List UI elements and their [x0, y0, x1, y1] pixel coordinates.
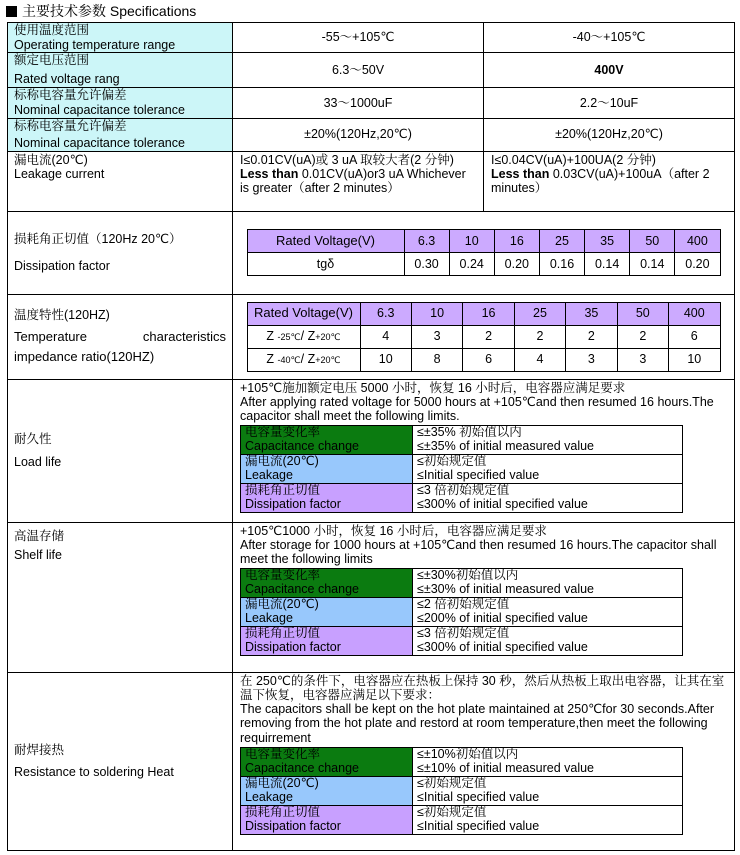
rated-voltage-header: Rated Voltage(V): [247, 230, 404, 253]
value-temperature-1: -55～+105℃: [233, 23, 484, 53]
row-impedance: [8, 294, 735, 379]
value-voltage-1: 6.3～50V: [233, 53, 484, 88]
load-life-criteria: [240, 425, 683, 513]
load-life-cell: [233, 379, 735, 522]
criteria-name: [241, 426, 413, 455]
dissipation-value-cell: 0.24: [449, 253, 494, 276]
row-capacitance: [8, 87, 735, 118]
criteria-name-en: Dissipation factor: [245, 497, 341, 511]
criteria-name-zh: 电容量变化率: [245, 746, 321, 761]
criteria-value-zh: ≤3 倍初始规定值: [417, 483, 510, 498]
criteria-value-en: ≤Initial specified value: [417, 789, 540, 804]
label-en-1: Temperature: [14, 329, 87, 345]
criteria-name-en: Capacitance change: [245, 439, 359, 453]
z-letter: / Z: [300, 329, 316, 344]
label-load-life: [8, 379, 233, 522]
temp-sub: -25℃: [277, 332, 301, 343]
tg-delta-label: tgδ: [247, 253, 404, 276]
criteria-name-en: Capacitance change: [245, 760, 359, 775]
impedance-row-40: [247, 348, 720, 371]
row-dissipation: [8, 211, 735, 294]
criteria-row: [241, 627, 683, 656]
dissipation-cell: [233, 211, 735, 294]
label-en: Resistance to soldering Heat: [14, 765, 174, 779]
leakage-1-en-text: 0.01CV(uA)or3 uA Whichever is greater（after 2 minutes）: [240, 166, 466, 196]
value-voltage-2: 400V: [484, 53, 735, 88]
z-ratio-label-40: [247, 348, 360, 371]
z-ratio-label-25: [247, 325, 360, 348]
section-heading: [6, 3, 196, 19]
dissipation-value-cell: 0.14: [585, 253, 630, 276]
value-temperature-2: -40～+105℃: [484, 23, 735, 53]
dissipation-value-cell: 0.30: [404, 253, 449, 276]
criteria-value-zh: ≤±10%初始值以内: [417, 746, 519, 761]
leakage-2-zh: I≤0.04CV(uA)+100UA(2 分钟): [491, 152, 656, 167]
criteria-name-en: Leakage: [245, 611, 293, 625]
criteria-value-zh: ≤2 倍初始规定值: [417, 597, 510, 612]
criteria-name: [241, 484, 413, 513]
bold-less-than: Less than: [491, 166, 550, 181]
criteria-name-zh: 损耗角正切值: [245, 626, 321, 641]
load-life-intro-zh: +105℃施加额定电压 5000 小时，恢复 16 小时后，电容器应满足要求: [240, 380, 626, 395]
load-life-intro-en: After applying rated voltage for 5000 hours at +105℃and then resumed 16 hours.The capacitor shall meet the following limits.: [240, 394, 714, 423]
label-en-2: characteristics: [142, 329, 226, 345]
label-temperature: [8, 23, 233, 53]
voltage-header-cell: 16: [494, 230, 539, 253]
dissipation-value-cell: 0.16: [539, 253, 584, 276]
criteria-name: [241, 747, 413, 776]
criteria-value-zh: ≤3 倍初始规定值: [417, 626, 510, 641]
voltage-header-cell: 400: [669, 302, 720, 325]
criteria-value-en: ≤±30% of initial measured value: [417, 582, 595, 596]
criteria-value-zh: ≤初始规定值: [417, 454, 487, 469]
voltage-header-cell: 35: [585, 230, 630, 253]
heading-text: 主要技术参数 Specifications: [22, 3, 197, 19]
label-zh: 耐焊接热: [14, 742, 65, 757]
criteria-row: [241, 598, 683, 627]
criteria-name-en: Leakage: [245, 789, 293, 804]
label-en: Operating temperature range: [14, 37, 176, 52]
leakage-1-zh: I≤0.01CV(uA)或 3 uA 取较大者(2 分钟): [240, 152, 454, 167]
criteria-value-zh: ≤初始规定值: [417, 775, 487, 790]
label-dissipation: [8, 211, 233, 294]
criteria-name-en: Dissipation factor: [245, 640, 341, 654]
impedance-header-row: [247, 302, 720, 325]
impedance-value-cell: 2: [514, 325, 565, 348]
criteria-row: [241, 747, 683, 776]
impedance-table: [247, 302, 721, 372]
criteria-value: [413, 426, 683, 455]
criteria-value-en: ≤300% of initial specified value: [417, 640, 588, 654]
impedance-value-cell: 6: [669, 325, 720, 348]
label-en: Rated voltage rang: [14, 72, 120, 87]
impedance-cell: [233, 294, 735, 379]
criteria-value-en: ≤±10% of initial measured value: [417, 760, 595, 775]
criteria-value: [413, 627, 683, 656]
value-tolerance-1: ±20%(120Hz,20℃): [233, 118, 484, 151]
label-shelf-life: [8, 522, 233, 672]
criteria-value-en: ≤200% of initial specified value: [417, 611, 588, 625]
row-voltage: [8, 53, 735, 88]
criteria-row: [241, 776, 683, 805]
label-capacitance: [8, 87, 233, 118]
label-soldering: [8, 672, 233, 850]
criteria-name-zh: 损耗角正切值: [245, 483, 321, 498]
impedance-value-cell: 10: [669, 348, 720, 371]
impedance-value-cell: 4: [360, 325, 411, 348]
shelf-life-intro-zh: +105℃1000 小时，恢复 16 小时后，电容器应满足要求: [240, 523, 547, 538]
criteria-name-en: Leakage: [245, 468, 293, 482]
label-en: Nominal capacitance tolerance: [14, 136, 185, 151]
voltage-header-cell: 10: [411, 302, 462, 325]
label-zh: 温度特性(120HZ): [14, 307, 110, 322]
voltage-header-cell: 50: [617, 302, 668, 325]
criteria-name: [241, 805, 413, 834]
criteria-row: [241, 484, 683, 513]
specifications-table: [7, 22, 735, 851]
soldering-criteria: [240, 747, 683, 835]
dissipation-value-cell: 0.14: [630, 253, 675, 276]
temp-sub: +20℃: [315, 355, 341, 366]
criteria-value: [413, 776, 683, 805]
impedance-value-cell: 2: [463, 325, 514, 348]
criteria-name-en: Capacitance change: [245, 582, 359, 596]
row-load-life: [8, 379, 735, 522]
impedance-row-25: [247, 325, 720, 348]
criteria-value: [413, 805, 683, 834]
soldering-intro-en: The capacitors shall be kept on the hot plate maintained at 250℃for 30 seconds.After removing from the hot plate and restord at room temperature,then meet the following requirrement: [240, 702, 715, 745]
soldering-intro-zh: 在 250℃的条件下，电容器应在热板上保持 30 秒，然后从热板上取出电容器，让其在室温下恢复，电容器应满足以下要求：: [240, 673, 725, 702]
z-letter: Z: [266, 329, 275, 344]
criteria-row: [241, 805, 683, 834]
value-leakage-2: [484, 151, 735, 211]
criteria-name: [241, 598, 413, 627]
dissipation-value-cell: 0.20: [675, 253, 720, 276]
criteria-row: [241, 569, 683, 598]
label-impedance: [8, 294, 233, 379]
shelf-life-cell: [233, 522, 735, 672]
soldering-cell: [233, 672, 735, 850]
criteria-value-en: ≤±35% of initial measured value: [417, 439, 595, 453]
criteria-row: [241, 455, 683, 484]
impedance-value-cell: 3: [617, 348, 668, 371]
row-tolerance: [8, 118, 735, 151]
dissipation-values-row: [247, 253, 720, 276]
criteria-value-en: ≤Initial specified value: [417, 818, 540, 833]
voltage-header-cell: 10: [449, 230, 494, 253]
criteria-value: [413, 569, 683, 598]
square-bullet-icon: [6, 6, 17, 17]
criteria-value-en: ≤Initial specified value: [417, 468, 540, 482]
row-temperature: [8, 23, 735, 53]
voltage-header-cell: 6.3: [404, 230, 449, 253]
label-zh: 标称电容量允许偏差: [14, 88, 127, 103]
dissipation-value-cell: 0.20: [494, 253, 539, 276]
label-en: Dissipation factor: [14, 258, 110, 273]
value-leakage-1: [233, 151, 484, 211]
label-en: Shelf life: [14, 547, 62, 562]
leakage-2-en: [491, 167, 727, 196]
label-en: Load life: [14, 455, 62, 469]
voltage-header-cell: 35: [566, 302, 617, 325]
voltage-header-cell: 25: [539, 230, 584, 253]
impedance-value-cell: 4: [514, 348, 565, 371]
criteria-value: [413, 747, 683, 776]
impedance-value-cell: 3: [411, 325, 462, 348]
label-zh: 标称电容量允许偏差: [14, 118, 127, 133]
impedance-value-cell: 2: [566, 325, 617, 348]
label-en: Leakage current: [14, 166, 105, 181]
label-voltage: [8, 53, 233, 88]
impedance-value-cell: 2: [617, 325, 668, 348]
voltage-header-cell: 400: [675, 230, 720, 253]
criteria-name: [241, 627, 413, 656]
impedance-value-cell: 10: [360, 348, 411, 371]
leakage-2-en-text: 0.03CV(uA)+100uA（after 2 minutes）: [491, 166, 710, 196]
criteria-name: [241, 776, 413, 805]
criteria-row: [241, 426, 683, 455]
value-tolerance-2: ±20%(120Hz,20℃): [484, 118, 735, 151]
voltage-header-cell: 25: [514, 302, 565, 325]
criteria-name-zh: 电容量变化率: [245, 568, 321, 583]
temp-sub: -40℃: [277, 355, 301, 366]
criteria-value-zh: ≤±35% 初始值以内: [417, 425, 522, 440]
criteria-name-zh: 漏电流(20℃): [245, 454, 319, 469]
voltage-header-cell: 16: [463, 302, 514, 325]
label-zh: 高温存储: [14, 528, 65, 543]
impedance-value-cell: 6: [463, 348, 514, 371]
voltage-header-cell: 6.3: [360, 302, 411, 325]
criteria-value-zh: ≤初始规定值: [417, 804, 487, 819]
shelf-life-intro-en: After storage for 1000 hours at +105℃and then resumed 16 hours.The capacitor shall meet the following limits: [240, 537, 717, 566]
criteria-name-zh: 电容量变化率: [245, 425, 321, 440]
leakage-1-en: [240, 167, 476, 196]
bold-less-than: Less than: [240, 166, 299, 181]
voltage-header-cell: 50: [630, 230, 675, 253]
row-soldering: [8, 672, 735, 850]
criteria-name-zh: 漏电流(20℃): [245, 597, 319, 612]
z-letter: / Z: [300, 352, 316, 367]
criteria-value: [413, 598, 683, 627]
criteria-value-en: ≤300% of initial specified value: [417, 497, 588, 511]
label-zh: 耐久性: [14, 431, 52, 446]
dissipation-header-row: [247, 230, 720, 253]
row-shelf-life: [8, 522, 735, 672]
label-en-line: [14, 330, 226, 345]
label-leakage: [8, 151, 233, 211]
criteria-name: [241, 569, 413, 598]
criteria-name-zh: 漏电流(20℃): [245, 775, 319, 790]
criteria-name-zh: 损耗角正切值: [245, 804, 321, 819]
criteria-name: [241, 455, 413, 484]
criteria-value-zh: ≤±30%初始值以内: [417, 568, 519, 583]
criteria-value: [413, 455, 683, 484]
rated-voltage-header: Rated Voltage(V): [247, 302, 360, 325]
dissipation-table: [247, 229, 721, 276]
impedance-value-cell: 8: [411, 348, 462, 371]
label-zh: 损耗角正切值（120Hz 20℃）: [14, 232, 182, 247]
label-zh: 使用温度范围: [14, 23, 90, 38]
temp-sub: +20℃: [315, 332, 341, 343]
row-leakage: [8, 151, 735, 211]
value-capacitance-1: 33～1000uF: [233, 87, 484, 118]
shelf-life-criteria: [240, 568, 683, 656]
label-zh: 额定电压范围: [14, 53, 90, 67]
impedance-value-cell: 3: [566, 348, 617, 371]
criteria-name-en: Dissipation factor: [245, 818, 341, 833]
label-tolerance: [8, 118, 233, 151]
label-en: Nominal capacitance tolerance: [14, 102, 185, 117]
label-en-3: impedance ratio(120HZ): [14, 349, 155, 365]
value-capacitance-2: 2.2～10uF: [484, 87, 735, 118]
criteria-value: [413, 484, 683, 513]
label-zh: 漏电流(20℃): [14, 152, 88, 167]
z-letter: Z: [266, 352, 275, 367]
